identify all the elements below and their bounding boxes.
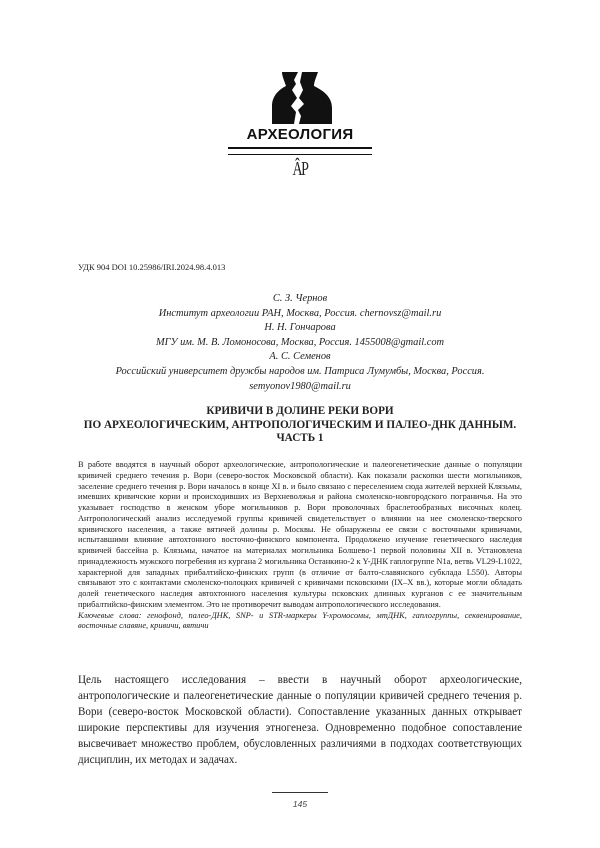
logo-divider: [228, 147, 372, 155]
authors-block: [60, 292, 540, 394]
author-email: semyonov1980@mail.ru: [60, 380, 540, 395]
page-number: 145: [270, 799, 330, 809]
article-title: [60, 405, 540, 446]
author-name: Н. Н. Гончарова: [60, 321, 540, 336]
publisher-monogram: ÂP: [290, 158, 310, 181]
title-line: КРИВИЧИ В ДОЛИНЕ РЕКИ ВОРИ: [60, 405, 540, 419]
title-line: ПО АРХЕОЛОГИЧЕСКИМ, АНТРОПОЛОГИЧЕСКИМ И ПАЛЕО-ДНК ДАННЫМ.: [60, 419, 540, 433]
udk-doi: УДК 904 DOI 10.25986/IRI.2024.98.4.013: [78, 262, 225, 272]
title-line: ЧАСТЬ 1: [60, 432, 540, 446]
author-name: А. С. Семенов: [60, 350, 540, 365]
abstract-text: В работе вводятся в научный оборот археологические, антропологические и палеогенетические данные о популяции кривичей среднего течения р. Вори (северо-восток Московской области). Как показали раскопки шести могильников, заселение среднего течения р. Вори началось в конце XI в. и было связано с переселением сюда жителей верхней Клязьмы, имевших кривичские корни и происходивших из Верхневолжья и района смоленско-новгородского пограничья. На это указывает господство в женском уборе могильников р. Вори проволочных браслетообразных височных колец. Антропологический анализ исследуемой группы кривичей свидетельствует о влиянии на нее смоленско-тверского кривичского населения, а также вятичей долины р. Москвы. Не обнаружены ее связи с восточными кривичами, испытавшими влияние автохтонного восточно-финского компонента. Продолжено изучение генетического наследия кривичей бассейна р. Клязьмы, начатое на материалах могильника Болшево-1 первой половины XII в. Установлена принадлежность мужского погребения из кургана 2 могильника Останкино-2 к Y-ДНК гаплогруппе N1a, ветвь VL29-L1022, характерной для западных прибалтийско-финских групп (в отличие от балто-славянского субклада L550). Авторы связывают это с контактами смоленско-полоцких кривичей с кривичами псковскими (IX–X вв.), которые могли обладать долей генетического наследия автохтонного населения культуры псковских длинных курганов с ее значительным прибалтийско-финским элементом. Это не противоречит выводам антропологического исследования.: [78, 460, 522, 611]
body-paragraph: Цель настоящего исследования – ввести в научный оборот археологические, антропологические и палеогенетические данные о популяции кривичей среднего течения р. Вори (северо-восток Московской области). Сопоставление указанных данных открывает широкие перспективы для изучения этногенеза. Одновременно подобное сопоставление высвечивает множество проблем, обусловленных различиями в подходах соответствующих дисциплин, их методах и задачах.: [78, 672, 522, 769]
author-affiliation: Российский университет дружбы народов им. Патриса Лумумбы, Москва, Россия.: [60, 365, 540, 380]
keywords: Ключевые слова: генофонд, палео-ДНК, SNP- и STR-маркеры Y-хромосомы, мтДНК, гаплогруппы, секвенирование, восточные славяне, кривичи, вятичи: [78, 611, 522, 633]
author-affiliation: МГУ им. М. В. Ломоносова, Москва, Россия. 1455008@gmail.com: [60, 336, 540, 351]
footer-divider: [272, 792, 328, 793]
author-name: С. З. Чернов: [60, 292, 540, 307]
journal-logo-vase-icon: [272, 72, 332, 124]
author-affiliation: Институт археологии РАН, Москва, Россия. chernovsz@mail.ru: [60, 307, 540, 322]
journal-logo-text: АРХЕОЛОГИЯ: [228, 126, 372, 143]
abstract: [78, 460, 522, 632]
